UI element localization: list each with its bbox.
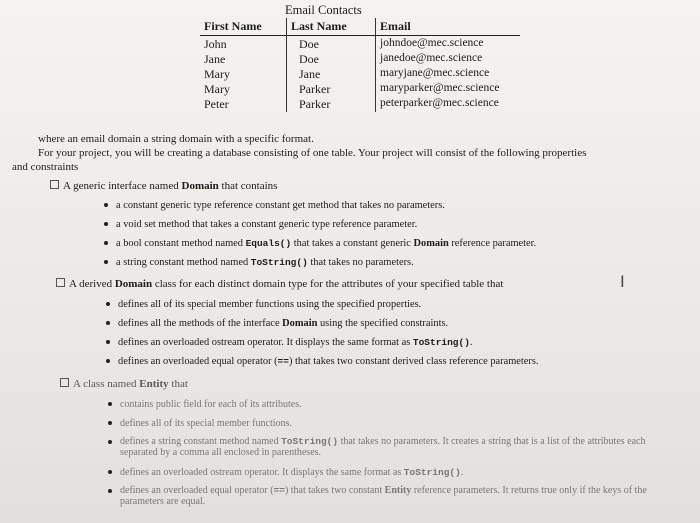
bullet-icon [108,470,112,474]
bullet-icon [104,241,108,245]
checkbox-square-icon [60,378,69,387]
interface-requirements-list [104,199,536,275]
section-entity-class: A class named Entity that [60,378,188,390]
email-cell: peterparker@mec.science [380,97,499,109]
checkbox-square-icon [50,180,59,189]
email-cell: johndoe@mec.science [380,37,484,49]
list-item: a string constant method named ToString() that takes no parameters. [104,256,536,275]
bullet-icon [104,260,108,264]
last-name-cell: Jane [287,67,376,82]
list-item: defines a string constant method named ToString() that takes no parameters. It creates a string that is a list of the attributes each separated by a comma all enclosed in parentheses. [108,436,680,466]
list-item: a void set method that takes a constant generic type reference parameter. [104,218,536,237]
header-first-name: First Name [200,18,287,36]
bullet-icon [108,440,112,444]
last-name-cell: Parker [287,97,376,112]
table-header-row [200,18,520,36]
last-name-cell: Doe [287,36,376,53]
table-row [200,67,520,82]
list-item: defines an overloaded ostream operator. It displays the same format as ToString(). [106,336,539,355]
intro-line-3: and constraints [12,161,79,173]
list-item: defines an overloaded ostream operator. It displays the same format as ToString(). [108,466,680,485]
bullet-icon [106,302,110,306]
list-item: contains public field for each of its attributes. [108,398,680,417]
entity-requirements-list [108,398,680,515]
last-name-cell: Parker [287,82,376,97]
intro-line-2: For your project, you will be creating a database consisting of one table. Your project will consist of the following properties [38,147,587,159]
list-item: defines all of its special member functions using the specified properties. [106,298,539,317]
text-cursor-icon: I [620,272,625,291]
list-item: a bool constant method named Equals() that takes a constant generic Domain reference parameter. [104,237,536,256]
table-caption: Email Contacts [285,3,362,17]
bullet-icon [106,321,110,325]
list-item: defines an overloaded equal operator (==) that takes two constant Entity reference parameters. It returns true only if the keys of the parameters are equal. [108,485,680,515]
table-row [200,36,520,53]
bullet-icon [104,203,108,207]
section-interface-domain: A generic interface named Domain that contains [50,180,277,192]
bullet-icon [108,489,112,493]
first-name-cell: Mary [200,67,287,82]
first-name-cell: Jane [200,52,287,67]
section-derived-domain: A derived Domain class for each distinct domain type for the attributes of your specified table that [56,278,503,290]
bullet-icon [104,222,108,226]
derived-domain-requirements-list [106,298,539,374]
header-email: Email [376,18,521,36]
domain-keyword: Domain [114,278,153,290]
entity-keyword: Entity [139,378,169,390]
table-row [200,82,520,97]
list-item: defines an overloaded equal operator (==) that takes two constant derived class reference parameters. [106,355,539,374]
first-name-cell: John [200,36,287,53]
first-name-cell: Mary [200,82,287,97]
email-cell: maryparker@mec.science [380,82,500,94]
list-item: a constant generic type reference constant get method that takes no parameters. [104,199,536,218]
bullet-icon [108,421,112,425]
list-item: defines all the methods of the interface Domain using the specified constraints. [106,317,539,336]
table-row [200,52,520,67]
table-row [200,97,520,112]
bullet-icon [108,402,112,406]
header-last-name: Last Name [287,18,376,36]
domain-keyword: Domain [181,180,219,192]
email-cell: maryjane@mec.science [380,67,490,79]
email-cell: janedoe@mec.science [380,52,483,64]
intro-line-1: where an email domain a string domain with a specific format. [38,133,314,145]
checkbox-square-icon [56,278,65,287]
bullet-icon [106,359,110,363]
first-name-cell: Peter [200,97,287,112]
bullet-icon [106,340,110,344]
email-contacts-table [200,18,520,112]
last-name-cell: Doe [287,52,376,67]
list-item: defines all of its special member functions. [108,417,680,436]
